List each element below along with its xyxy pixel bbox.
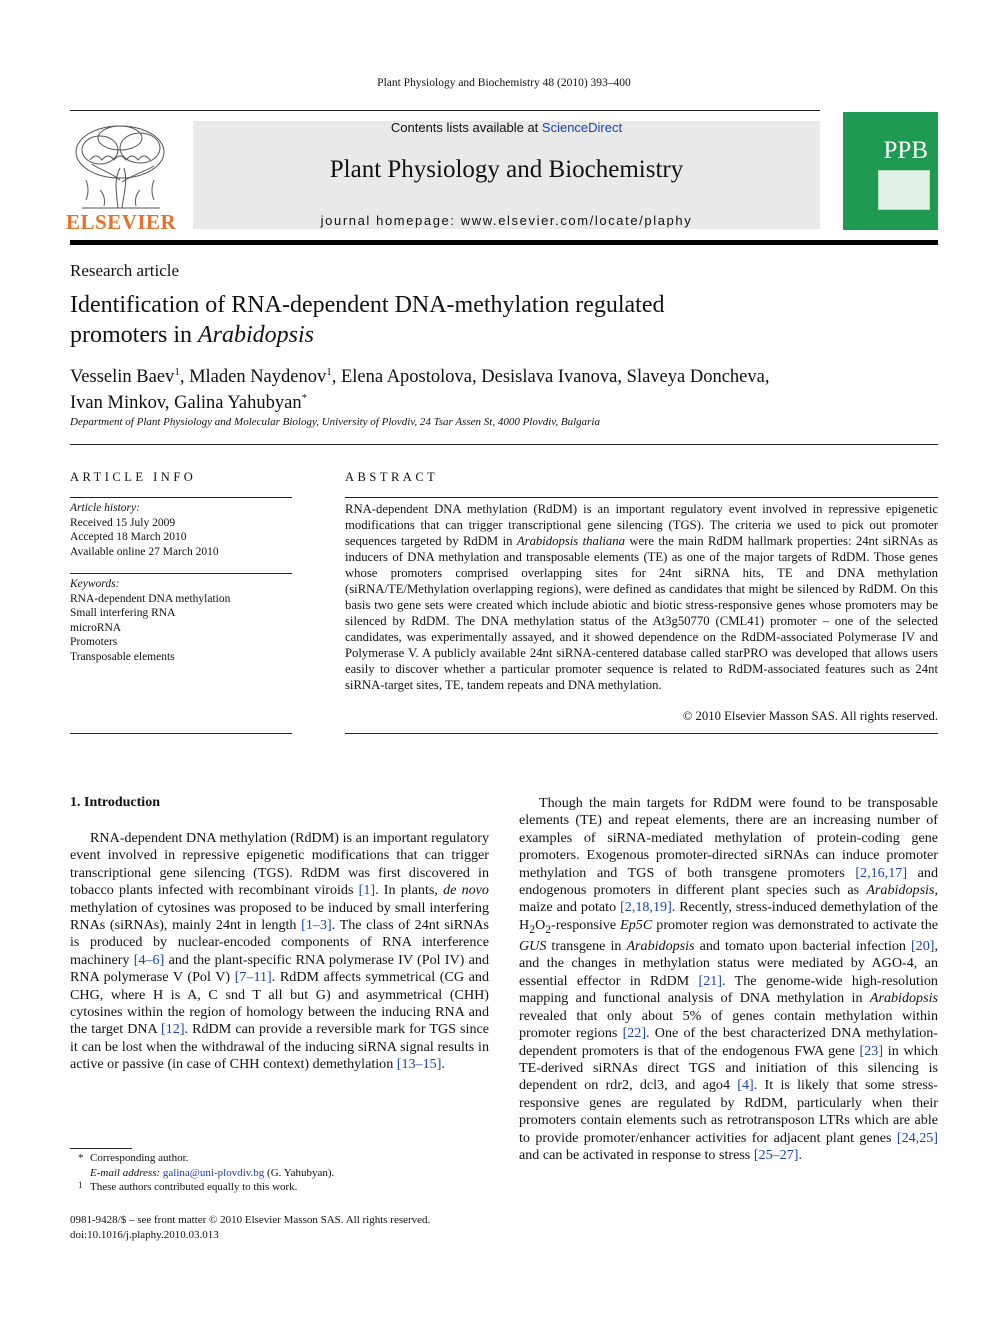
history-received: Received 15 July 2009 (70, 516, 176, 529)
email-label: E-mail address: (90, 1166, 163, 1179)
author-name: Ivan Minkov (70, 393, 165, 414)
keyword-item: RNA-dependent DNA methylation (70, 592, 231, 605)
abstract-rule-top (345, 497, 938, 498)
text-run: RNA-dependent DNA methylation (RdDM) is an important regulatory event involved in repressive epigenetic modifications that can trigger transcriptional gene silencing (TGS). RdDM was first discovered in tobacco plants infected with recombinant viroids (70, 830, 489, 899)
text-run: . (441, 1056, 445, 1073)
abstract-heading: ABSTRACT (345, 470, 439, 484)
abstract-species: Arabidopsis thaliana (516, 534, 625, 548)
text-run: , and the changes in methylation status were mediated by AGO-4, an essential effector in RdDM (519, 938, 938, 989)
text-run: and can be activated in response to stress (519, 1146, 754, 1163)
citation-link[interactable]: [20] (910, 938, 935, 955)
author-name: Elena Apostolova (340, 367, 473, 388)
citation-link[interactable]: [2,18,19] (620, 899, 672, 916)
text-run: and endogenous promoters in different plant species such as (519, 864, 939, 899)
elsevier-wordmark: ELSEVIER (66, 210, 177, 234)
keyword-item: Transposable elements (70, 650, 175, 663)
text-run: , maize and potato (519, 882, 938, 916)
cover-label: PPB (883, 137, 928, 164)
citation-link[interactable]: [7–11] (234, 969, 272, 986)
text-run: . In plants, (375, 882, 444, 899)
email-link[interactable]: galina@uni-plovdiv.bg (162, 1166, 265, 1179)
info-rule-bottom (70, 733, 292, 734)
author-name: Mladen Naydenov (189, 367, 327, 388)
journal-name: Plant Physiology and Biochemistry (329, 156, 684, 183)
citation-link[interactable]: [2,16,17] (855, 864, 908, 881)
footnotes (70, 1151, 490, 1195)
introduction-paragraph-1 (70, 830, 489, 1074)
article-title (70, 290, 830, 350)
introduction-paragraph-2 (519, 795, 938, 1164)
affiliation: Department of Plant Physiology and Molecular Biology, University of Plovdiv, 24 Tsar Assen St, 4000 Plovdiv, Bulgaria (70, 416, 600, 428)
author-mark: 1 (174, 366, 180, 378)
title-line-1: Identification of RNA-dependent DNA-methylation regulated (70, 292, 665, 318)
author-list: Vesselin Baev$^1$, Mladen Naydenov$^1$, Elena Apostolova, Desislava Ivanova, Slaveya Doncheva, Ivan Minkov, Galina Yahubyan* (70, 366, 770, 414)
text-run: revealed that only about 5% of genes contain methylation within promoter regions (519, 1007, 938, 1042)
text-run: . The genome-wide high-resolution mapping and functional analysis of DNA methylation in (519, 972, 938, 1007)
keyword-item: Promoters (70, 636, 118, 648)
paragraph (70, 830, 489, 1074)
citation-link[interactable]: [1–3] (301, 917, 332, 934)
italic-term: Arabidopsis (866, 882, 935, 899)
equal-contribution-text: These authors contributed equally to this work. (90, 1181, 298, 1193)
doi-line[interactable]: doi:10.1016/j.plaphy.2010.03.013 (70, 1228, 219, 1241)
italic-term: GUS (519, 938, 547, 955)
keywords (70, 577, 230, 664)
info-rule-top (70, 497, 292, 498)
article-type: Research article (70, 261, 180, 280)
journal-homepage[interactable]: journal homepage: www.elsevier.com/locate/plaphy (320, 213, 693, 228)
history-online: Available online 27 March 2010 (70, 545, 219, 558)
italic-term: de novo (443, 882, 489, 899)
citation-link[interactable]: [23] (859, 1042, 884, 1059)
text-run: methylation of cytosines was proposed to be induced by small interfering RNAs (siRNAs), mainly 24nt in length (70, 899, 489, 934)
introduction-heading: 1. Introduction (70, 795, 160, 810)
title-line-2: promoters in (70, 322, 198, 348)
abstract-part-1: RNA-dependent DNA methylation (RdDM) is an important regulatory event involved in repressive epigenetic modifications that can trigger transcriptional gene silencing (TGS). The criteria we used to pick out promoter sequences targeted by RdDM in (345, 502, 938, 548)
text-run: Though the main targets for RdDM were found to be transposable elements (TE) and repeat elements, there are an increasing number of examples of siRNA-mediated methylation of protein-coding gene promoters. Exogenous promoter-directed siRNAs can induce promoter methylation and TGS of both transgene promoters (519, 795, 938, 881)
front-matter (70, 1213, 430, 1242)
text-run: . The class of 24nt siRNAs is produced by nuclear-encoded components of RNA interference machinery (70, 917, 490, 968)
citation-link[interactable]: [13–15] (396, 1056, 442, 1073)
issn-line: 0981-9428/$ – see front matter © 2010 Elsevier Masson SAS. All rights reserved. (70, 1214, 431, 1226)
author-mark: 1 (326, 366, 332, 378)
citation-link[interactable]: [21] (698, 972, 722, 989)
text-run: and tomato upon bacterial infection (694, 938, 911, 955)
title-rule (70, 444, 938, 445)
footnote-rule (70, 1148, 132, 1149)
citation-link[interactable]: [22] (622, 1025, 647, 1042)
text-run: promoter region was demonstrated to activate the (652, 916, 939, 933)
author-name: Galina Yahubyan (174, 393, 302, 414)
history-label: Article history: (70, 502, 140, 514)
citation-link[interactable]: [1] (358, 882, 376, 899)
author-name: Desislava Ivanova (481, 367, 618, 388)
citation-link[interactable]: [24,25] (896, 1129, 938, 1146)
running-head: Plant Physiology and Biochemistry 48 (2010) 393–400 (377, 77, 631, 89)
italic-term: Arabidopsis (869, 990, 938, 1007)
italic-term: Ep5C (620, 916, 653, 933)
footnote-email (70, 1166, 490, 1181)
text-run: -responsive (551, 916, 621, 933)
history-accepted: Accepted 18 March 2010 (70, 531, 187, 543)
journal-cover-thumbnail (843, 112, 938, 230)
paragraph (519, 795, 938, 1164)
citation-link[interactable]: [12] (161, 1021, 185, 1038)
contents-line (193, 120, 820, 135)
cover-illustration-icon (878, 170, 930, 210)
text-run: . RdDM affects symmetrical (CG and CHG, where H is A, C snd T all but G) and asymmetrical (CHH) cytosines within the region of homology between the inducing RNA and the target DNA (70, 969, 489, 1038)
text-run: O (535, 916, 546, 933)
contents-prefix: Contents lists available at (390, 120, 542, 135)
info-rule-middle (70, 573, 292, 574)
author-mark: * (301, 392, 308, 405)
keywords-label: Keywords: (70, 578, 120, 590)
text-run: in which TE-derived siRNAs direct TGS and initiation of this silencing is dependent on rdr2, dcl3, and ago4 (519, 1042, 938, 1094)
subscript: 2 (529, 922, 536, 936)
author-name: Vesselin Baev (70, 367, 175, 388)
citation-link[interactable]: [4–6] (133, 951, 165, 968)
subscript: 2 (545, 922, 552, 936)
abstract-part-2: were the main RdDM hallmark properties: 24nt siRNAs as inducers of DNA methylation and transposable elements (TE) as one of the major targets of RdDM. Those genes whose promoters comprised overlapping sites for 24nt siRNA hits, TE and DNA methylation (siRNA/TE/Methylation overlapping regions), were defined as candidates that might be silenced by RdDM. On this basis two gene sets were created which include abiotic and biotic stress-responsive genes whose promoters may be silenced by RdDM. The DNA methylation status of the At3g50770 (CML41) promoter – one of the selected candidates, was experimentally assayed, and it showed dependence on the RdDM-associated Polymerase IV and Polymerase V. A publicly available 24nt siRNA-centered database called starPRO was developed that allows users easily to discover whether a particular promoter sequence is related to RdDM-associated features such as 24nt siRNA-target sites, TE, tandem repeats and DNA methylation. (345, 534, 938, 692)
article-info-heading: ARTICLE INFO (70, 470, 197, 484)
text-run: . RdDM can provide a reversible mark for TGS since it can be lost when the withdrawal of the inducing siRNA signal results in active or passive (in case of CHH context) demethylation (70, 1021, 490, 1073)
text-run: transgene in (546, 938, 627, 955)
title-species: Arabidopsis (197, 322, 314, 348)
italic-term: Arabidopsis (626, 938, 695, 955)
keyword-item: Small interfering RNA (70, 607, 176, 619)
header-thick-rule (70, 240, 938, 245)
citation-link[interactable]: [25–27] (753, 1146, 799, 1163)
abstract-text (345, 501, 938, 693)
text-run: . Recently, stress-induced demethylation of the H (519, 899, 938, 933)
text-run: and the plant-specific RNA polymerase IV (Pol IV) and RNA polymerase V (Pol V) (70, 951, 489, 986)
text-run: . (798, 1146, 802, 1163)
text-run: . It is likely that some stress-responsive genes are regulated by RdDM, particularly when their promoters contain elements such as retrotransposon LTRs which are able to provide promoter/enhancer activities for adjacent plant genes (519, 1077, 938, 1146)
footnote-mark: 1 (78, 1180, 83, 1190)
header-rule (70, 110, 820, 111)
footnote-equal (70, 1180, 490, 1195)
footnote-corresponding (70, 1151, 490, 1166)
email-suffix: (G. Yahubyan). (264, 1166, 335, 1179)
abstract-copyright: © 2010 Elsevier Masson SAS. All rights reserved. (682, 709, 938, 723)
text-run: . One of the best characterized DNA methylation-dependent promoters is that of the endogenous FWA gene (519, 1025, 939, 1059)
article-history (70, 501, 219, 559)
corresponding-label: Corresponding author. (90, 1152, 189, 1164)
sciencedirect-link[interactable]: ScienceDirect (541, 120, 623, 135)
keyword-item: microRNA (70, 621, 122, 634)
footnote-mark: * (78, 1152, 84, 1164)
author-name: Slaveya Doncheva (626, 367, 765, 388)
abstract-rule-bottom (345, 733, 938, 734)
citation-link[interactable]: [4] (737, 1077, 754, 1094)
